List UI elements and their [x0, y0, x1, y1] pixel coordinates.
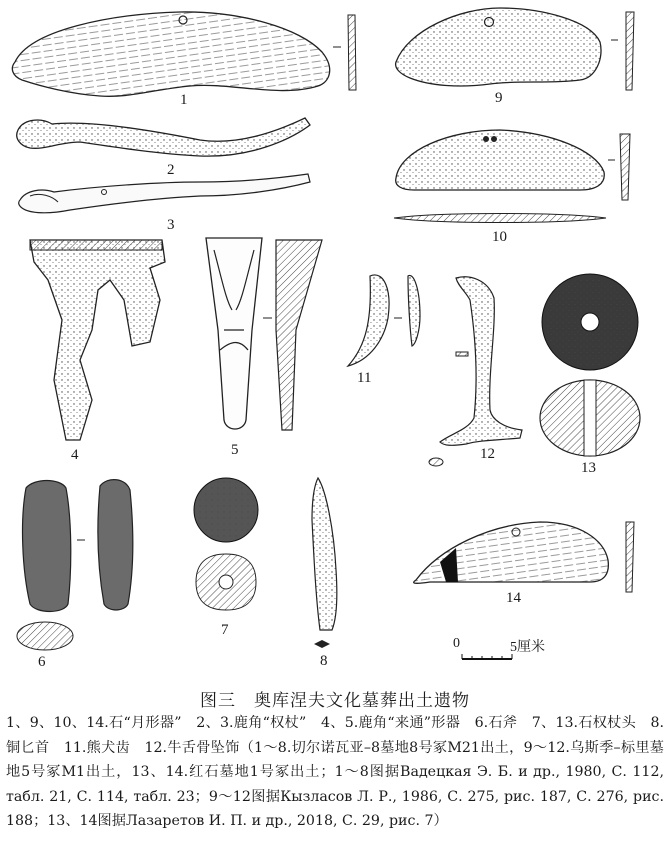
artifact-1-crescent-stone [12, 12, 356, 96]
artifact-10-crescent-stone [394, 130, 630, 223]
item-number-4: 4 [71, 447, 79, 463]
artifact-11-bear-canine [348, 275, 420, 366]
artifact-6-stone-axe [17, 480, 133, 650]
item-number-10: 10 [492, 229, 507, 245]
item-number-9: 9 [495, 90, 503, 106]
figure-title: 图三 奥库涅夫文化墓葬出土遗物 [200, 691, 470, 711]
item-number-12: 12 [480, 446, 495, 462]
item-number-6: 6 [38, 654, 46, 670]
artifact-3-antler-staff [19, 174, 310, 213]
item-number-8: 8 [320, 653, 328, 669]
artifact-12-hyoid-pendant [429, 277, 522, 466]
item-number-11: 11 [357, 370, 372, 386]
figure-caption: 1、9、10、14.石“月形器” 2、3.鹿角“权杖” 4、5.鹿角“来通”形器 6.石斧 7、13.石权杖头 8.铜匕首 11.熊犬齿 12.牛舌骨坠饰（1～8.切尔诺瓦亚–8墓地8号冢M21出土，9～12.乌斯季–标里墓地5号冢M1出土，13、14.红石墓地1号冢出土；1～8图据Вадецкая Э. Б. и др., 1980, С. 112, табл. 21, С. 114, табл. 23；9～12图据Кызласов Л. Р., 1986, С. 275, рис. 187, С. 276, рис. 188；13、14图据Лазаретов И. П. и др., 2018, С. 29, рис. 7） [6, 715, 664, 829]
scale-start-label: 0 [453, 636, 460, 651]
item-number-5: 5 [231, 442, 239, 458]
artifact-7-stone-mace [194, 478, 258, 610]
item-number-14: 14 [506, 590, 521, 606]
item-number-1: 1 [180, 92, 188, 108]
item-number-2: 2 [167, 162, 175, 178]
artifact-8-bronze-dagger [312, 478, 337, 648]
artifact-4-antler-rhyton [30, 240, 165, 440]
scale-bar [462, 654, 512, 659]
artifact-5-carved-rhyton [206, 238, 322, 430]
artifact-9-crescent-stone [396, 8, 634, 90]
scale-end-label: 5厘米 [510, 640, 545, 655]
artifact-14-crescent-stone [414, 522, 634, 592]
artifact-2-antler-staff [17, 118, 310, 156]
item-number-3: 3 [167, 217, 175, 233]
item-number-13: 13 [581, 460, 596, 476]
item-number-7: 7 [221, 622, 229, 638]
artifact-13-stone-mace [540, 274, 640, 456]
